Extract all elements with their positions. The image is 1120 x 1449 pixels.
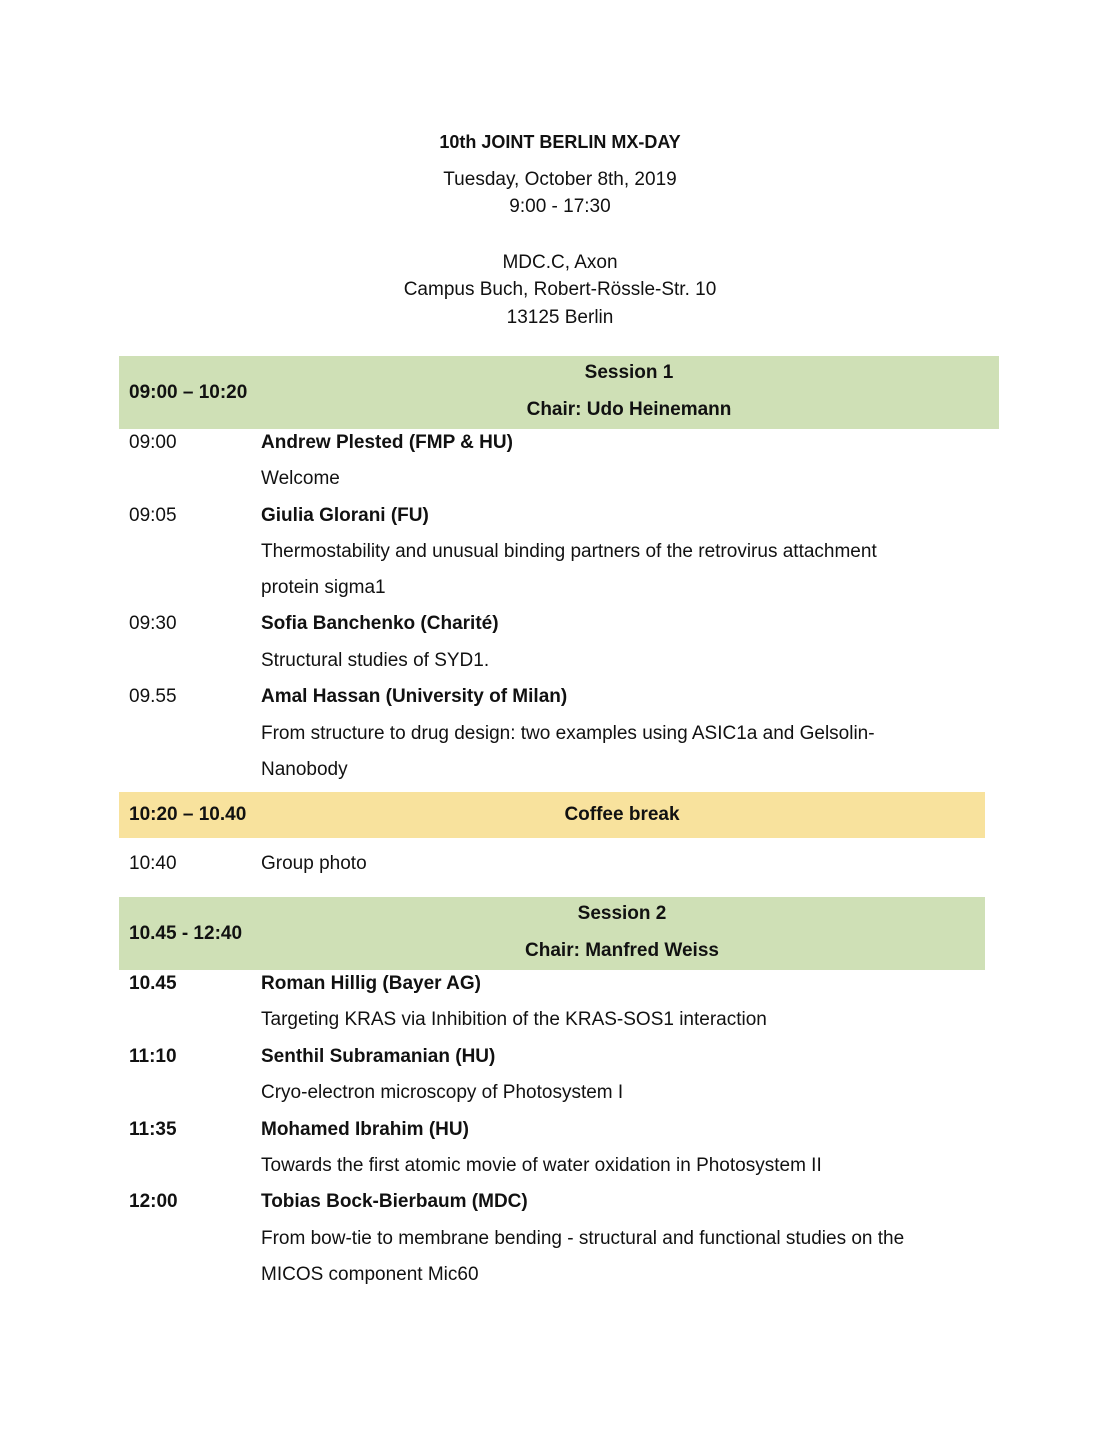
session-1-talk-2 <box>0 505 1120 541</box>
group-photo-time: 10:40 <box>129 853 177 874</box>
session-2-header <box>119 897 985 970</box>
session-2-title: Session 2 <box>577 903 667 924</box>
event-city: 13125 Berlin <box>506 307 614 328</box>
session-2-chair: Chair: Manfred Weiss <box>525 940 719 961</box>
session-2-talk-1-title <box>0 1009 1120 1045</box>
session-1-talk-4-title-cont <box>0 759 1120 795</box>
session-1-talk-4 <box>0 686 1120 722</box>
talk-title: Nanobody <box>261 759 348 780</box>
session-2-talk-4-title <box>0 1228 1120 1264</box>
session-2-talk-3 <box>0 1119 1120 1155</box>
coffee-break-time: 10:20 – 10.40 <box>129 804 247 825</box>
talk-title: From bow-tie to membrane bending - structural and functional studies on the <box>261 1228 905 1249</box>
talk-title: protein sigma1 <box>261 577 386 598</box>
talk-time: 11:10 <box>129 1046 177 1067</box>
talk-title: Targeting KRAS via Inhibition of the KRAS-SOS1 interaction <box>261 1009 767 1030</box>
talk-speaker: Sofia Banchenko (Charité) <box>261 613 499 634</box>
talk-title: Thermostability and unusual binding partners of the retrovirus attachment <box>261 541 877 562</box>
talk-speaker: Senthil Subramanian (HU) <box>261 1046 496 1067</box>
session-1-talk-1 <box>0 432 1120 468</box>
talk-time: 09:05 <box>129 505 177 526</box>
session-2-talk-4 <box>0 1191 1120 1227</box>
talk-time: 09.55 <box>129 686 177 707</box>
talk-time: 11:35 <box>129 1119 177 1140</box>
event-address: Campus Buch, Robert-Rössle-Str. 10 <box>403 279 717 300</box>
session-1-talk-2-title <box>0 541 1120 577</box>
talk-title: Welcome <box>261 468 340 489</box>
group-photo-label: Group photo <box>261 853 367 874</box>
talk-title: Cryo-electron microscopy of Photosystem I <box>261 1082 624 1103</box>
talk-title: MICOS component Mic60 <box>261 1264 479 1285</box>
talk-time: 09:30 <box>129 613 177 634</box>
session-1-title: Session 1 <box>584 362 674 383</box>
session-1-talk-4-title <box>0 723 1120 759</box>
session-2-talk-2 <box>0 1046 1120 1082</box>
talk-speaker: Tobias Bock-Bierbaum (MDC) <box>261 1191 528 1212</box>
event-venue: MDC.C, Axon <box>502 252 618 273</box>
session-1-talk-3-title <box>0 650 1120 686</box>
event-title: 10th JOINT BERLIN MX-DAY <box>439 132 681 152</box>
talk-title: Structural studies of SYD1. <box>261 650 490 671</box>
event-time: 9:00 - 17:30 <box>509 196 611 217</box>
talk-speaker: Andrew Plested (FMP & HU) <box>261 432 513 453</box>
session-2-talk-2-title <box>0 1082 1120 1118</box>
session-1-time: 09:00 – 10:20 <box>129 382 248 403</box>
group-photo-row <box>0 853 1120 889</box>
session-1-talk-3 <box>0 613 1120 649</box>
event-date: Tuesday, October 8th, 2019 <box>443 169 677 190</box>
talk-time: 12:00 <box>129 1191 178 1212</box>
talk-title: From structure to drug design: two examples using ASIC1a and Gelsolin- <box>261 723 875 744</box>
session-1-talk-2-title-cont <box>0 577 1120 613</box>
talk-speaker: Mohamed Ibrahim (HU) <box>261 1119 469 1140</box>
session-2-talk-1 <box>0 973 1120 1009</box>
session-1-chair: Chair: Udo Heinemann <box>526 399 732 420</box>
coffee-break-band <box>119 792 985 838</box>
session-1-talk-1-title <box>0 468 1120 504</box>
coffee-break-label: Coffee break <box>564 804 680 825</box>
talk-time: 10.45 <box>129 973 177 994</box>
talk-speaker: Amal Hassan (University of Milan) <box>261 686 568 707</box>
talk-speaker: Roman Hillig (Bayer AG) <box>261 973 481 994</box>
session-2-talk-3-title <box>0 1155 1120 1191</box>
talk-title: Towards the first atomic movie of water oxidation in Photosystem II <box>261 1155 822 1176</box>
session-2-time: 10.45 - 12:40 <box>129 923 243 944</box>
session-1-header <box>119 356 999 429</box>
talk-time: 09:00 <box>129 432 177 453</box>
talk-speaker: Giulia Glorani (FU) <box>261 505 429 526</box>
session-2-talk-4-title-cont <box>0 1264 1120 1300</box>
